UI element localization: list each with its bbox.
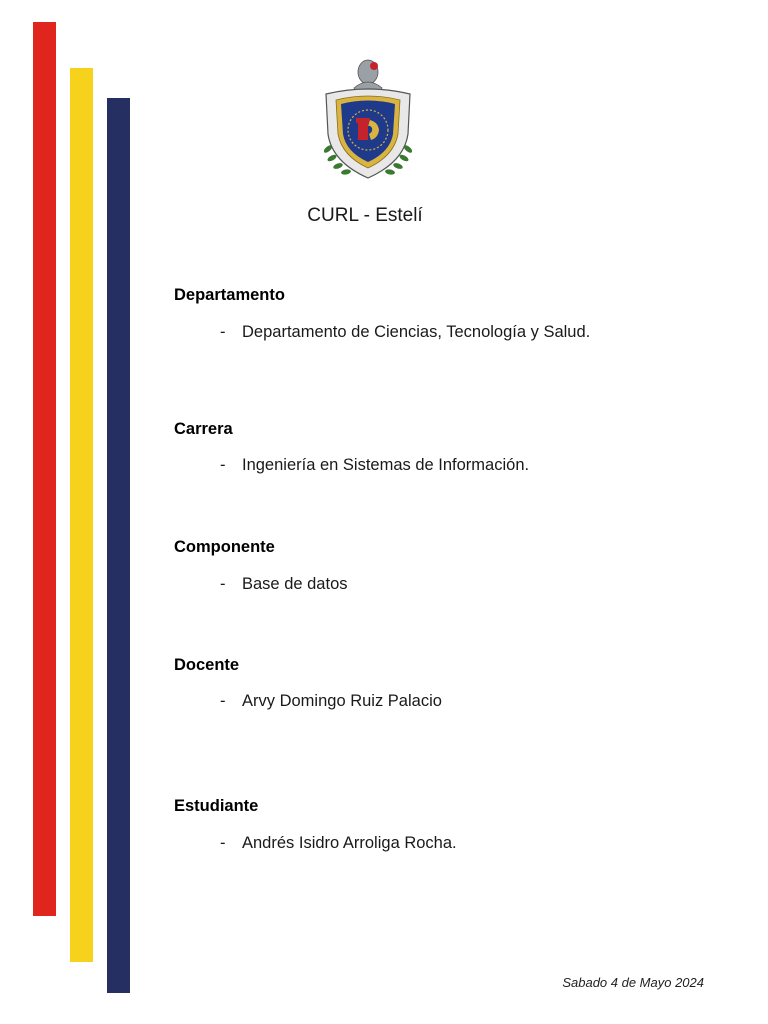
item-text: Andrés Isidro Arroliga Rocha. — [242, 834, 457, 852]
bullet-dash: - — [220, 323, 226, 341]
bullet-dash: - — [220, 834, 226, 852]
section-title-componente: Componente — [174, 538, 275, 556]
item-text: Ingeniería en Sistemas de Información. — [242, 456, 530, 474]
section-item-departamento — [220, 323, 590, 342]
section-item-componente — [220, 575, 348, 594]
yellow-stripe — [70, 68, 93, 962]
section-title-estudiante: Estudiante — [174, 797, 259, 815]
section-title-departamento: Departamento — [174, 286, 285, 304]
blue-stripe — [107, 98, 130, 993]
bullet-dash: - — [220, 456, 226, 474]
section-item-docente — [220, 692, 442, 711]
section-item-carrera — [220, 456, 529, 475]
section-item-estudiante — [220, 834, 457, 853]
bullet-dash: - — [220, 575, 226, 593]
university-emblem-icon — [318, 54, 418, 186]
red-stripe — [33, 22, 56, 916]
item-text: Base de datos — [242, 575, 348, 593]
item-text: Arvy Domingo Ruiz Palacio — [242, 692, 442, 710]
bullet-dash: - — [220, 692, 226, 710]
section-title-carrera: Carrera — [174, 420, 233, 438]
campus-title: CURL - Estelí — [307, 205, 423, 226]
item-text: Departamento de Ciencias, Tecnología y Salud. — [242, 323, 591, 341]
section-title-docente: Docente — [174, 656, 240, 674]
footer-date: Sabado 4 de Mayo 2024 — [562, 975, 704, 990]
